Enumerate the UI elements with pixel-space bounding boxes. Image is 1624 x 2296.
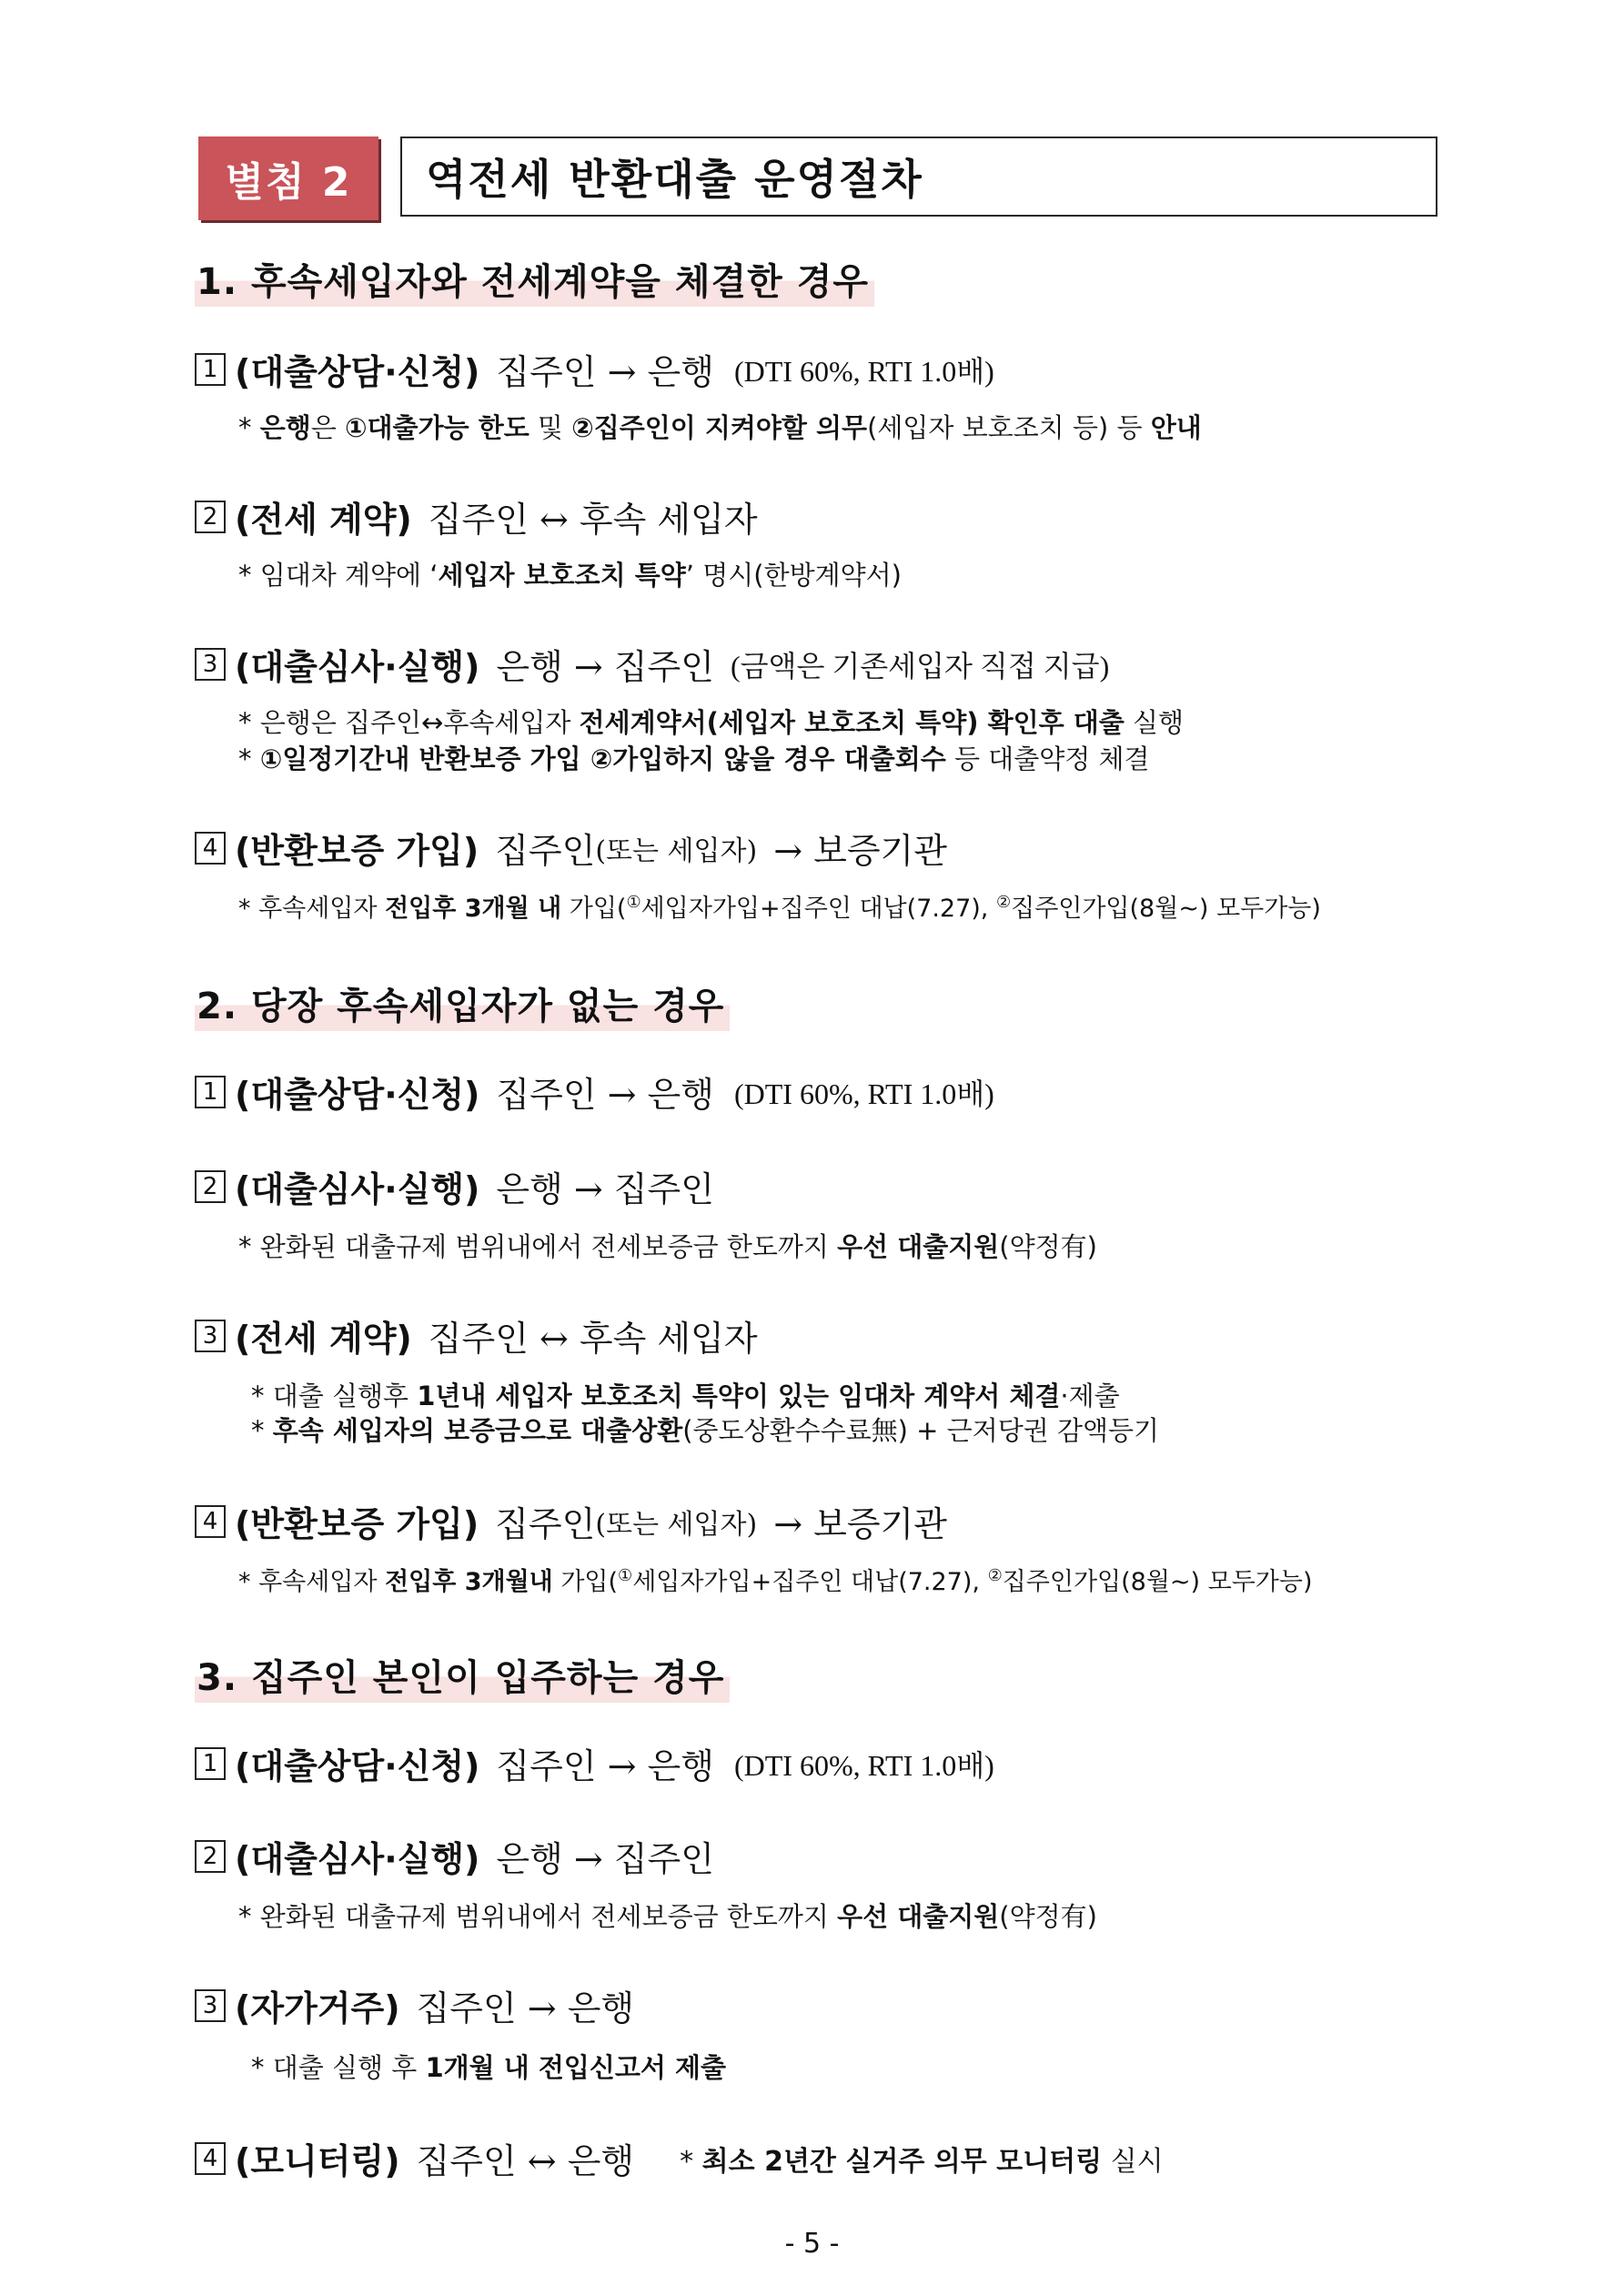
step-heading: (반환보증 가입)	[235, 831, 479, 871]
step-extra: (금액은 기존세입자 직접 지급)	[730, 649, 1110, 683]
step-number: 1	[195, 1747, 226, 1780]
attachment-badge: 별첨 2	[198, 137, 378, 220]
step-flow-aside: (또는 세입자)	[595, 834, 758, 867]
s2-step-4	[195, 1496, 947, 1546]
s3-step-1	[195, 1738, 994, 1788]
s3-step-3-note-1: * 대출 실행 후 1개월 내 전입신고서 제출	[251, 2052, 727, 2083]
step-heading: (전세 계약)	[235, 500, 412, 540]
step-number: 2	[195, 501, 226, 533]
s2-step-2	[195, 1161, 714, 1211]
s1-step-2-note-1: * 임대차 계약에 ‘세입자 보호조치 특약’ 명시(한방계약서)	[238, 560, 902, 591]
step-heading: (자가거주)	[235, 1988, 400, 2028]
section-title-1: 1. 후속세입자와 전세계약을 체결한 경우	[195, 253, 874, 307]
page-number: - 5 -	[784, 2228, 840, 2260]
step-inline-note: * 최소 2년간 실거주 의무 모니터링 실시	[680, 2145, 1164, 2178]
step-flow: 집주인	[495, 1504, 596, 1544]
section-title-3: 3. 집주인 본인이 입주하는 경우	[195, 1649, 730, 1703]
step-number: 3	[195, 1320, 226, 1352]
step-number: 2	[195, 1170, 226, 1203]
step-heading: (대출심사·실행)	[235, 647, 480, 687]
step-flow: 집주인 ↔ 후속 세입자	[428, 1319, 758, 1359]
section-title-2: 2. 당장 후속세입자가 없는 경우	[195, 977, 730, 1031]
s1-step-1-note-1: * 은행은 ①대출가능 한도 및 ②집주인이 지켜야할 의무(세입자 보호조치 등) 등 안내	[238, 412, 1202, 443]
step-flow: 집주인 → 은행	[496, 1746, 714, 1786]
s2-step-3	[195, 1310, 758, 1360]
step-flow: 은행 → 집주인	[496, 647, 714, 687]
s2-step-2-note-1: * 완화된 대출규제 범위내에서 전세보증금 한도까지 우선 대출지원(약정有)	[238, 1231, 1097, 1262]
step-number: 2	[195, 1840, 226, 1873]
step-heading: (전세 계약)	[235, 1319, 412, 1359]
page-title: 역전세 반환대출 운영절차	[400, 137, 1437, 217]
s3-step-4	[195, 2133, 1164, 2183]
s1-step-4	[195, 823, 947, 873]
s2-step-4-note-1: * 후속세입자 전입후 3개월내 가입(①세입자가입+집주인 대납(7.27), ②집주인가입(8월~) 모두가능)	[238, 1566, 1313, 1596]
s3-step-3	[195, 1980, 634, 2030]
s1-step-3-note-2: * ①일정기간내 반환보증 가입 ②가입하지 않을 경우 대출회수 등 대출약정 체결	[238, 743, 1150, 774]
s2-step-3-note-2: * 후속 세입자의 보증금으로 대출상환(중도상환수수료無) + 근저당권 감액등기	[251, 1415, 1160, 1446]
step-heading: (반환보증 가입)	[235, 1504, 479, 1544]
step-flow-aside: (또는 세입자)	[595, 1508, 758, 1541]
step-number: 3	[195, 648, 226, 681]
step-number: 4	[195, 1505, 226, 1538]
step-number: 4	[195, 2142, 226, 2175]
step-heading: (대출상담·신청)	[235, 352, 480, 392]
s1-step-3	[195, 639, 1109, 689]
step-flow: 집주인 ↔ 후속 세입자	[428, 500, 758, 540]
step-number: 1	[195, 353, 226, 386]
step-flow: 은행 → 집주인	[496, 1839, 714, 1879]
step-flow: 집주인 → 은행	[496, 352, 714, 392]
step-flow: 은행 → 집주인	[496, 1169, 714, 1209]
step-heading: (대출상담·신청)	[235, 1746, 480, 1786]
s1-step-1	[195, 344, 994, 394]
step-number: 3	[195, 1989, 226, 2022]
step-extra: (DTI 60%, RTI 1.0배)	[733, 354, 994, 388]
step-heading: (대출심사·실행)	[235, 1169, 480, 1209]
s2-step-1	[195, 1067, 994, 1117]
step-number: 4	[195, 832, 226, 865]
s3-step-2-note-1: * 완화된 대출규제 범위내에서 전세보증금 한도까지 우선 대출지원(약정有)	[238, 1901, 1097, 1932]
step-flow: 집주인	[495, 831, 596, 871]
s3-step-2	[195, 1831, 714, 1881]
s1-step-3-note-1: * 은행은 집주인↔후속세입자 전세계약서(세입자 보호조치 특약) 확인후 대출 실행	[238, 707, 1185, 738]
step-extra: (DTI 60%, RTI 1.0배)	[733, 1077, 994, 1110]
step-heading: (대출상담·신청)	[235, 1075, 480, 1115]
s2-step-3-note-1: * 대출 실행후 1년내 세입자 보호조치 특약이 있는 임대차 계약서 체결·제출	[251, 1381, 1120, 1411]
step-flow: 집주인 → 은행	[416, 1988, 635, 2028]
step-flow: 집주인 → 은행	[496, 1075, 714, 1115]
s1-step-4-note-1: * 후속세입자 전입후 3개월 내 가입(①세입자가입+집주인 대납(7.27), ②집주인가입(8월~) 모두가능)	[238, 893, 1321, 923]
step-flow-tail: → 보증기관	[773, 1504, 947, 1544]
step-extra: (DTI 60%, RTI 1.0배)	[733, 1748, 994, 1782]
s1-step-2	[195, 491, 758, 541]
step-heading: (대출심사·실행)	[235, 1839, 480, 1879]
step-heading: (모니터링)	[235, 2141, 400, 2181]
step-flow-tail: → 보증기관	[773, 831, 947, 871]
step-number: 1	[195, 1076, 226, 1108]
step-flow: 집주인 ↔ 은행	[416, 2141, 635, 2181]
